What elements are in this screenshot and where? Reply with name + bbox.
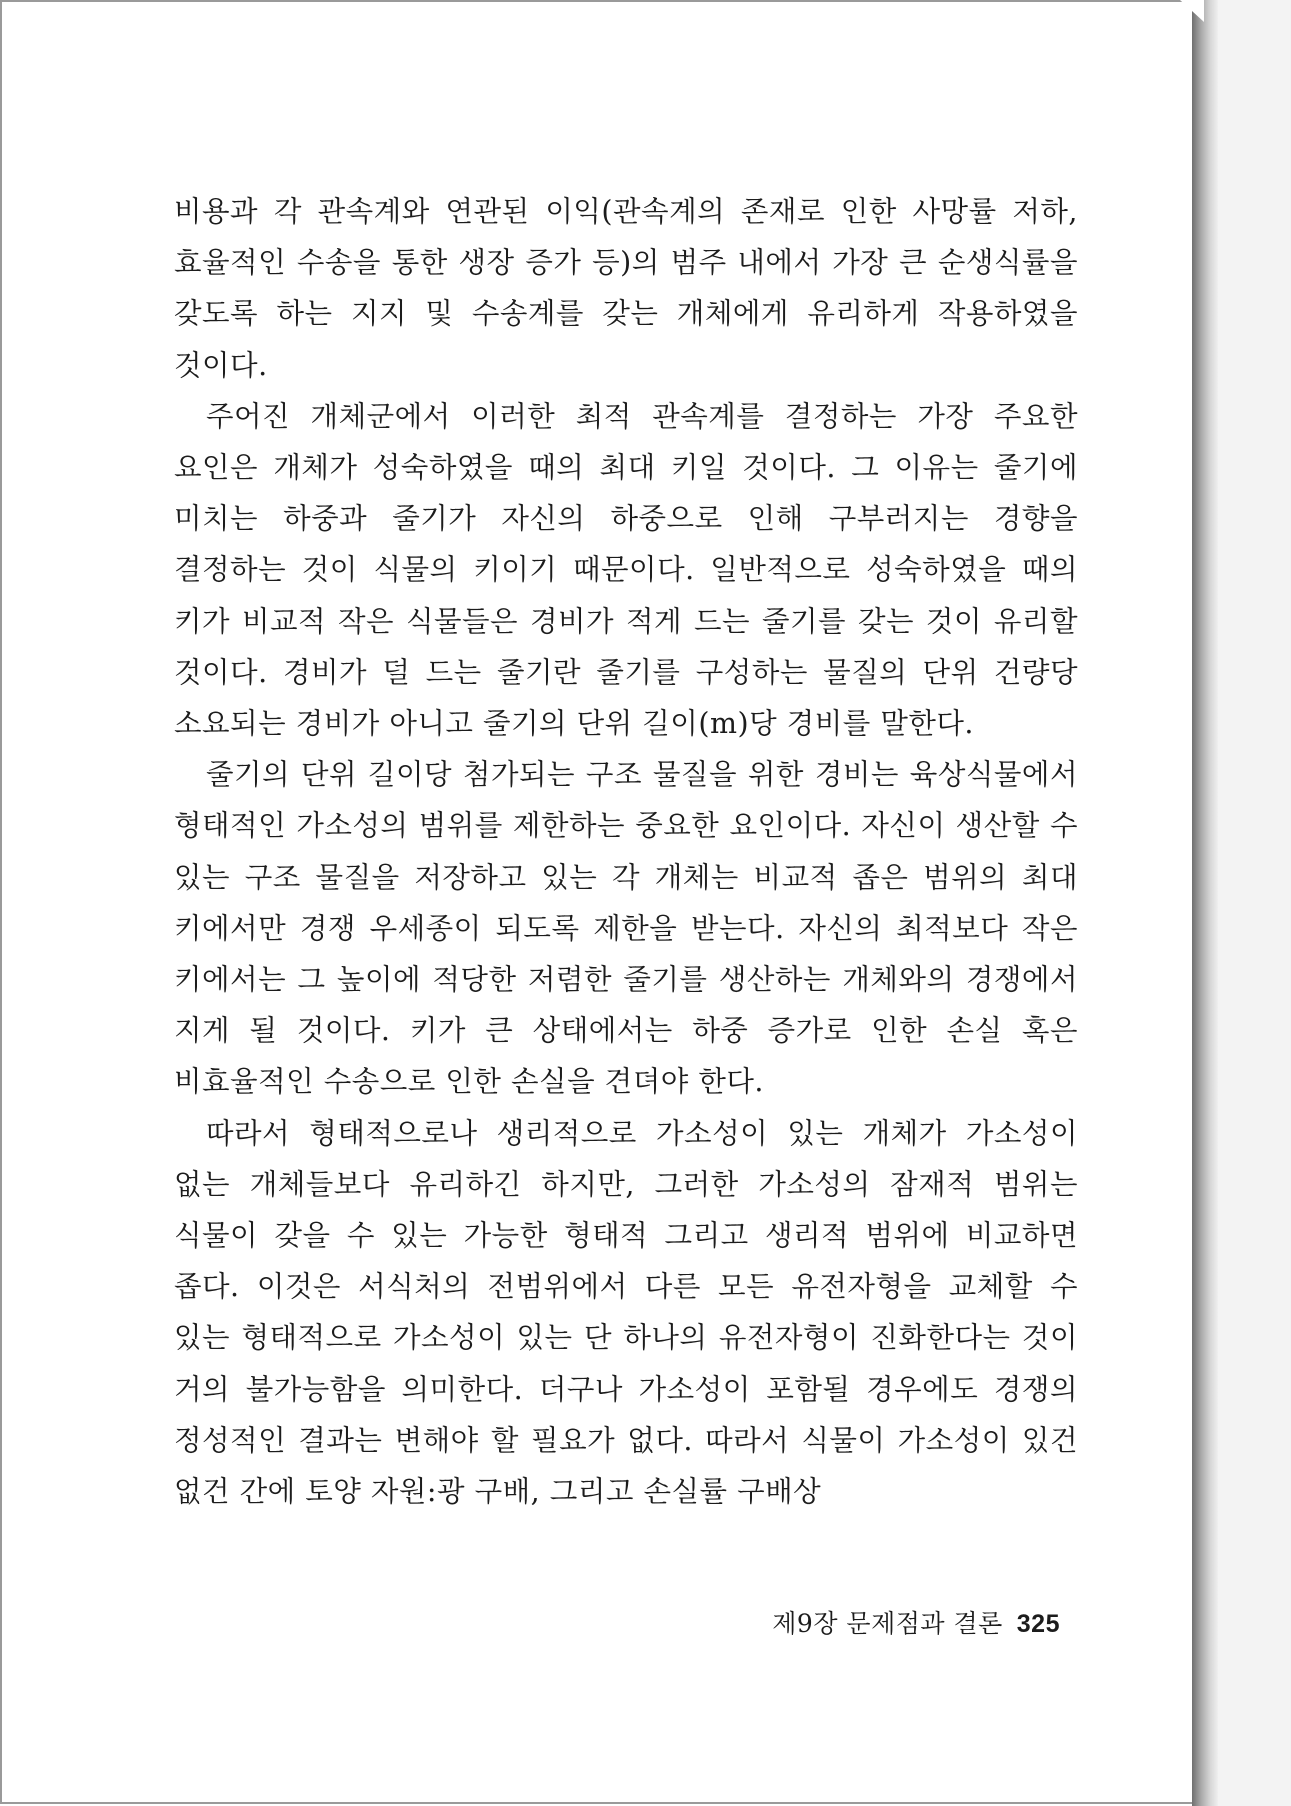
background-margin [1218,0,1291,1806]
paragraph-2: 주어진 개체군에서 이러한 최적 관속계를 결정하는 가장 주요한 요인은 개체가 성숙하였을 때의 최대 키일 것이다. 그 이유는 줄기에 미치는 하중과 줄기가 자신의 하중으로 인해 구부러지는 경향을 결정하는 것이 식물의 키이기 때문이다. 일반적으로 성숙하였을 때의 키가 비교적 작은 식물들은 경비가 적게 드는 줄기를 갖는 것이 유리할 것이다. 경비가 덜 드는 줄기란 줄기를 구성하는 물질의 단위 건량당 소요되는 경비가 아니고 줄기의 단위 길이(m)당 경비를 말한다. [174,399,1078,741]
body-text [174,186,1078,1517]
page-corner [1180,0,1204,22]
page-number: 325 [1016,1610,1060,1638]
page-edge-shadow [1192,0,1218,1806]
running-head: 제9장 문제점과 결론 [772,1609,1003,1638]
paragraph-3: 줄기의 단위 길이당 첨가되는 구조 물질을 위한 경비는 육상식물에서 형태적인 가소성의 범위를 제한하는 중요한 요인이다. 자신이 생산할 수 있는 구조 물질을 저장하고 있는 각 개체는 비교적 좁은 범위의 최대 키에서만 경쟁 우세종이 되도록 제한을 받는다. 자신의 최적보다 작은 키에서는 그 높이에 적당한 저렴한 줄기를 생산하는 개체와의 경쟁에서 지게 될 것이다. 키가 큰 상태에서는 하중 증가로 인한 손실 혹은 비효율적인 수송으로 인한 손실을 견뎌야 한다. [174,758,1078,1099]
page-footer [740,1604,1060,1640]
paragraph-4: 따라서 형태적으로나 생리적으로 가소성이 있는 개체가 가소성이 없는 개체들보다 유리하긴 하지만, 그러한 가소성의 잠재적 범위는 식물이 갖을 수 있는 가능한 형태적 그리고 생리적 범위에 비교하면 좁다. 이것은 서식처의 전범위에서 다른 모든 유전자형을 교체할 수 있는 형태적으로 가소성이 있는 단 하나의 유전자형이 진화한다는 것이 거의 불가능함을 의미한다. 더구나 가소성이 포함될 경우에도 경쟁의 정성적인 결과는 변해야 할 필요가 없다. 따라서 식물이 가소성이 있건 없건 간에 토양 자원:광 구배, 그리고 손실률 구배상 [174,1116,1078,1509]
paragraph-1: 비용과 각 관속계와 연관된 이익(관속계의 존재로 인한 사망률 저하, 효율적인 수송을 통한 생장 증가 등)의 범주 내에서 가장 큰 순생식률을 갖도록 하는 지지 및 수송계를 갖는 개체에게 유리하게 작용하였을 것이다. [174,195,1078,382]
